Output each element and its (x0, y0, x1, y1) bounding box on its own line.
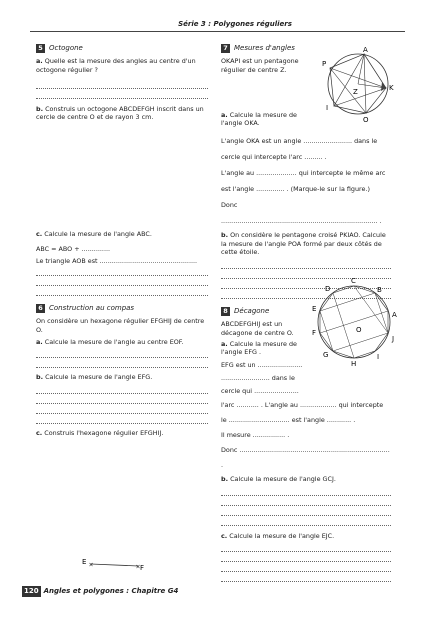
answer-line[interactable] (36, 414, 208, 424)
label-p: P (322, 60, 327, 68)
section7-intro: OKAPI est un pentagone régulier de centre Z. (221, 57, 299, 75)
label-b: B (377, 286, 382, 294)
segment-ef-figure (78, 555, 148, 575)
label-f: F (312, 329, 317, 337)
label-i: I (326, 104, 329, 112)
section8-line6: Il mesure ................ . (221, 430, 290, 439)
section8-qa-label: a. (221, 339, 228, 348)
section8-qb-label: b. (221, 474, 229, 483)
point-e-label: E (82, 558, 87, 566)
page-header: Série 3 : Polygones réguliers (178, 20, 292, 28)
label-k: K (389, 84, 394, 92)
section8-line2: ........................ dans le (221, 373, 295, 382)
section7-line5: Donc ............................................................................. . (221, 201, 382, 225)
decagon-figure (309, 275, 401, 367)
answer-line[interactable] (221, 506, 391, 516)
label-c: C (351, 277, 356, 285)
section6-qb-text: Calcule la mesure de l'angle EFG. (45, 373, 153, 382)
answer-line[interactable] (36, 358, 208, 368)
left-column (36, 44, 208, 440)
section8-number: 8 (221, 307, 230, 316)
page-number: 120 (22, 586, 41, 597)
answer-line[interactable] (221, 486, 391, 496)
label-h: H (351, 360, 357, 367)
section7-title-text: Mesures d'angles (234, 44, 295, 52)
label-z: Z (353, 88, 358, 96)
answer-line[interactable] (36, 276, 208, 286)
section5-title-text: Octogone (49, 44, 83, 52)
label-a: A (363, 46, 368, 54)
section6-number: 6 (36, 304, 45, 313)
section8-question-c (221, 532, 391, 541)
answer-line[interactable] (36, 266, 208, 276)
section5-qc-label: c. (36, 230, 43, 238)
section6-qb-label: b. (36, 373, 44, 382)
section8-question-b (221, 475, 391, 484)
section5-question-b (36, 105, 208, 122)
label-a: A (392, 311, 397, 319)
section5-question-a (36, 57, 208, 74)
section7-line2: cercle qui intercepte l'arc ......... . (221, 153, 327, 161)
answer-line[interactable] (36, 404, 208, 414)
construction-space[interactable] (36, 124, 208, 230)
answer-line[interactable] (221, 516, 391, 526)
answer-line[interactable] (36, 79, 208, 89)
answer-line[interactable] (221, 542, 391, 552)
pentagon-figure (318, 46, 400, 124)
point-f-mark: × (135, 563, 141, 571)
answer-line[interactable] (221, 552, 391, 562)
section7-line3: L'angle au .................... qui intercepte le même arc (221, 169, 386, 177)
section5-title (36, 44, 208, 53)
section8-line5: le .............................. est l'angle ............ . (221, 415, 356, 424)
label-i: I (377, 353, 380, 361)
section7-line4: est l'angle .............. . (Marque-le sur la figure.) (221, 185, 370, 193)
answer-line[interactable] (36, 286, 208, 296)
label-o: O (363, 116, 369, 124)
section5-qa-text: Quelle est la mesure des angles au centre d'un octogone régulier ? (36, 57, 196, 75)
section5-equation: ABC = ABO + .............. (36, 244, 111, 253)
section6-title-text: Construction au compas (49, 303, 135, 312)
section6-qa-label: a. (36, 337, 43, 346)
section8-title-text: Décagone (234, 306, 270, 315)
section5-number: 5 (36, 44, 45, 53)
answer-line[interactable] (221, 259, 391, 269)
point-f-label: F (140, 564, 145, 572)
section8-qa-text: Calcule la mesure de l'angle EFG . (221, 339, 297, 357)
section8-intro: ABCDEFGHIJ est un décagone de centre O. (221, 320, 294, 337)
section5-question-c (36, 230, 208, 239)
section8-line1: EFG est un ...................... (221, 360, 303, 369)
section5-qa-label: a. (36, 57, 43, 66)
section7-qb-label: b. (221, 231, 229, 239)
section5-qb-text: Construis un octogone ABCDEFGH inscrit dans un cercle de centre O et de rayon 3 cm. (36, 104, 204, 122)
section6-qc-text: Construis l'hexagone régulier EFGHIJ. (44, 428, 164, 437)
section7-qa-text: Calcule la mesure de l'angle OKA. (221, 110, 297, 128)
chord-line (320, 311, 388, 333)
section8-qc-label: c. (221, 531, 228, 540)
section8-qc-text: Calcule la mesure de l'angle EJC. (229, 531, 335, 540)
segment-ef (91, 564, 138, 566)
answer-line[interactable] (221, 496, 391, 506)
section8-line7: Donc .......................................................................... . (221, 445, 390, 469)
answer-line[interactable] (36, 394, 208, 404)
answer-line[interactable] (36, 384, 208, 394)
label-j: J (392, 335, 395, 343)
section8-qb-text: Calcule la mesure de l'angle GCJ. (230, 474, 336, 483)
page-footer (22, 586, 178, 597)
answer-line[interactable] (221, 572, 391, 582)
section6-question-a (36, 338, 208, 347)
section6-question-b (36, 373, 208, 382)
section8-line3: cercle qui ...................... (221, 386, 299, 395)
answer-line[interactable] (36, 348, 208, 358)
section8-question-a (221, 340, 307, 357)
label-d: D (325, 285, 331, 293)
section5-qb-label: b. (36, 104, 44, 113)
section6-question-c (36, 429, 208, 438)
label-g: G (323, 351, 329, 359)
section5-qc-text: Calcule la mesure de l'angle ABC. (44, 230, 152, 238)
section7-question-a (221, 111, 313, 128)
header-rule (30, 31, 405, 32)
section7-line1: L'angle OKA est un angle ........................ dans le (221, 137, 378, 145)
section7-question-b (221, 231, 391, 257)
section6-qa-text: Calcule la mesure de l'angle au centre EOF. (44, 337, 184, 346)
footer-title: Angles et polygones : Chapitre G4 (43, 587, 179, 595)
section7-qb-text: On considère le pentagone croisé PKIAO. Calcule la mesure de l'angle POA formé par deux côtés de cette étoile. (221, 231, 386, 257)
label-e: E (312, 305, 317, 313)
section7-qa-label: a. (221, 110, 228, 119)
label-o: O (356, 326, 362, 334)
section6-intro: On considère un hexagone régulier EFGHIJ de centre O. (36, 317, 205, 334)
radius-line (358, 54, 364, 84)
answer-line[interactable] (36, 89, 208, 99)
section5-triangle-line: Le triangle AOB est ................................................ (36, 257, 198, 266)
section6-qc-label: c. (36, 428, 43, 437)
section8-line4: l'arc ........... . L'angle au .................. qui intercepte (221, 400, 384, 409)
section6-title (36, 304, 208, 313)
point-e-mark: × (88, 561, 94, 569)
answer-line[interactable] (221, 562, 391, 572)
section7-number: 7 (221, 44, 230, 53)
